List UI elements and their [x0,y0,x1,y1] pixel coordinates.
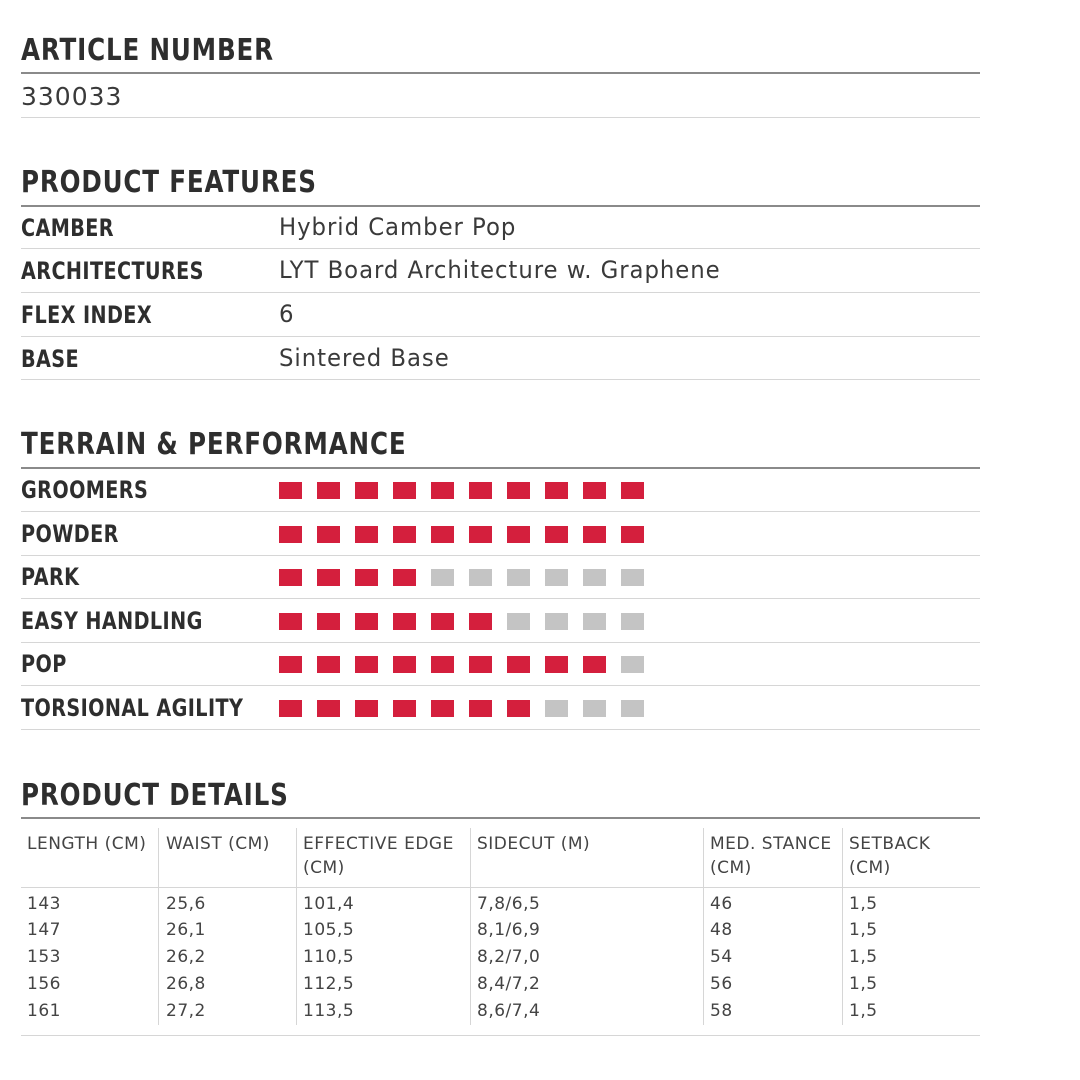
rating-square-empty [621,569,644,586]
rating-square-filled [507,482,530,499]
rating-square-filled [545,656,568,673]
rating-square-empty [507,569,530,586]
feature-label-camber: CAMBER [21,214,114,242]
rating-square-filled [393,482,416,499]
table-cell: 27,2 [166,1001,206,1021]
table-header-cell: (CM) [303,858,345,878]
terrain-label-torsional-agility: TORSIONAL AGILITY [21,694,244,722]
rating-square-filled [393,700,416,717]
rating-square-filled [279,482,302,499]
table-cell: 56 [710,974,733,994]
rating-torsional-agility [279,700,659,717]
table-cell: 1,5 [849,974,878,994]
table-header-cell: SETBACK [849,834,931,854]
rating-square-filled [317,482,340,499]
table-cell: 46 [710,894,733,914]
terrain-performance-title: TERRAIN & PERFORMANCE [21,427,407,462]
table-cell: 161 [27,1001,61,1021]
rating-square-filled [583,482,606,499]
rating-square-filled [545,482,568,499]
row-divider [21,729,980,730]
rating-square-filled [431,613,454,630]
section-divider [21,467,980,469]
table-cell: 110,5 [303,947,355,967]
table-header-cell: EFFECTIVE EDGE [303,834,454,854]
section-divider [21,817,980,819]
row-divider [21,292,980,293]
rating-square-filled [507,700,530,717]
rating-square-empty [583,613,606,630]
rating-square-filled [355,526,378,543]
article-number-title: ARTICLE NUMBER [21,33,274,68]
rating-square-filled [279,526,302,543]
rating-square-filled [355,613,378,630]
feature-label-architectures: ARCHITECTURES [21,257,204,285]
table-cell: 8,2/7,0 [477,947,541,967]
rating-square-empty [583,700,606,717]
rating-square-filled [621,482,644,499]
row-divider [21,248,980,249]
table-cell: 105,5 [303,920,355,940]
rating-powder [279,526,659,543]
feature-value-base: Sintered Base [279,344,450,372]
rating-square-filled [393,569,416,586]
terrain-label-park: PARK [21,563,80,591]
table-column-divider [158,828,159,1025]
rating-square-filled [317,526,340,543]
table-cell: 25,6 [166,894,206,914]
table-cell: 1,5 [849,920,878,940]
rating-square-filled [393,656,416,673]
rating-square-empty [431,569,454,586]
row-divider [21,598,980,599]
feature-label-flex-index: FLEX INDEX [21,301,153,329]
rating-square-empty [469,569,492,586]
rating-square-empty [507,613,530,630]
row-divider [21,511,980,512]
rating-square-filled [355,482,378,499]
row-divider [21,336,980,337]
table-header-cell: LENGTH (CM) [27,834,147,854]
table-cell: 8,1/6,9 [477,920,541,940]
article-number-value: 330033 [21,82,123,111]
rating-square-filled [583,656,606,673]
table-column-divider [296,828,297,1025]
table-cell: 54 [710,947,733,967]
terrain-label-pop: POP [21,650,67,678]
table-cell: 1,5 [849,1001,878,1021]
rating-square-filled [621,526,644,543]
table-cell: 1,5 [849,947,878,967]
feature-value-camber: Hybrid Camber Pop [279,213,517,241]
rating-square-filled [355,569,378,586]
table-header-cell: MED. STANCE [710,834,832,854]
table-cell: 153 [27,947,61,967]
table-cell: 48 [710,920,733,940]
rating-square-empty [545,613,568,630]
table-cell: 101,4 [303,894,355,914]
row-divider [21,379,980,380]
rating-square-filled [507,656,530,673]
rating-square-empty [545,569,568,586]
rating-square-filled [317,569,340,586]
terrain-label-easy-handling: EASY HANDLING [21,607,203,635]
rating-square-empty [545,700,568,717]
feature-value-architectures: LYT Board Architecture w. Graphene [279,256,721,284]
row-divider [21,685,980,686]
rating-square-filled [393,613,416,630]
rating-square-filled [317,656,340,673]
rating-easy-handling [279,613,659,630]
table-cell: 8,4/7,2 [477,974,541,994]
table-cell: 7,8/6,5 [477,894,541,914]
table-cell: 26,2 [166,947,206,967]
table-column-divider [470,828,471,1025]
rating-square-filled [469,656,492,673]
rating-square-filled [279,700,302,717]
rating-park [279,569,659,586]
table-cell: 156 [27,974,61,994]
rating-square-filled [393,526,416,543]
rating-square-filled [317,700,340,717]
rating-square-empty [621,613,644,630]
feature-label-base: BASE [21,345,80,373]
rating-square-filled [469,613,492,630]
rating-square-filled [431,482,454,499]
rating-square-filled [469,482,492,499]
table-cell: 143 [27,894,61,914]
rating-square-filled [355,700,378,717]
table-cell: 147 [27,920,61,940]
product-details-title: PRODUCT DETAILS [21,778,289,813]
row-divider [21,555,980,556]
feature-value-flex-index: 6 [279,300,295,328]
table-column-divider [703,828,704,1025]
rating-groomers [279,482,659,499]
table-column-divider [842,828,843,1025]
table-bottom-divider [21,1035,980,1036]
rating-square-empty [583,569,606,586]
table-header-cell: (CM) [710,858,752,878]
table-cell: 8,6/7,4 [477,1001,541,1021]
rating-square-filled [469,526,492,543]
rating-square-filled [431,656,454,673]
row-divider [21,642,980,643]
rating-square-filled [279,569,302,586]
terrain-label-powder: POWDER [21,520,119,548]
table-header-divider [21,887,980,888]
product-features-title: PRODUCT FEATURES [21,165,317,200]
rating-square-filled [583,526,606,543]
section-divider [21,72,980,74]
table-header-cell: WAIST (CM) [166,834,270,854]
table-header-cell: SIDECUT (M) [477,834,591,854]
table-cell: 1,5 [849,894,878,914]
table-cell: 113,5 [303,1001,355,1021]
terrain-label-groomers: GROOMERS [21,476,149,504]
rating-square-empty [621,700,644,717]
rating-square-filled [317,613,340,630]
table-cell: 58 [710,1001,733,1021]
row-divider [21,117,980,118]
rating-square-filled [431,526,454,543]
table-cell: 26,1 [166,920,206,940]
rating-pop [279,656,659,673]
rating-square-filled [355,656,378,673]
rating-square-filled [507,526,530,543]
section-divider [21,205,980,207]
table-header-cell: (CM) [849,858,891,878]
rating-square-filled [279,656,302,673]
rating-square-filled [279,613,302,630]
table-cell: 112,5 [303,974,355,994]
rating-square-filled [469,700,492,717]
rating-square-filled [431,700,454,717]
rating-square-filled [545,526,568,543]
rating-square-empty [621,656,644,673]
table-cell: 26,8 [166,974,206,994]
